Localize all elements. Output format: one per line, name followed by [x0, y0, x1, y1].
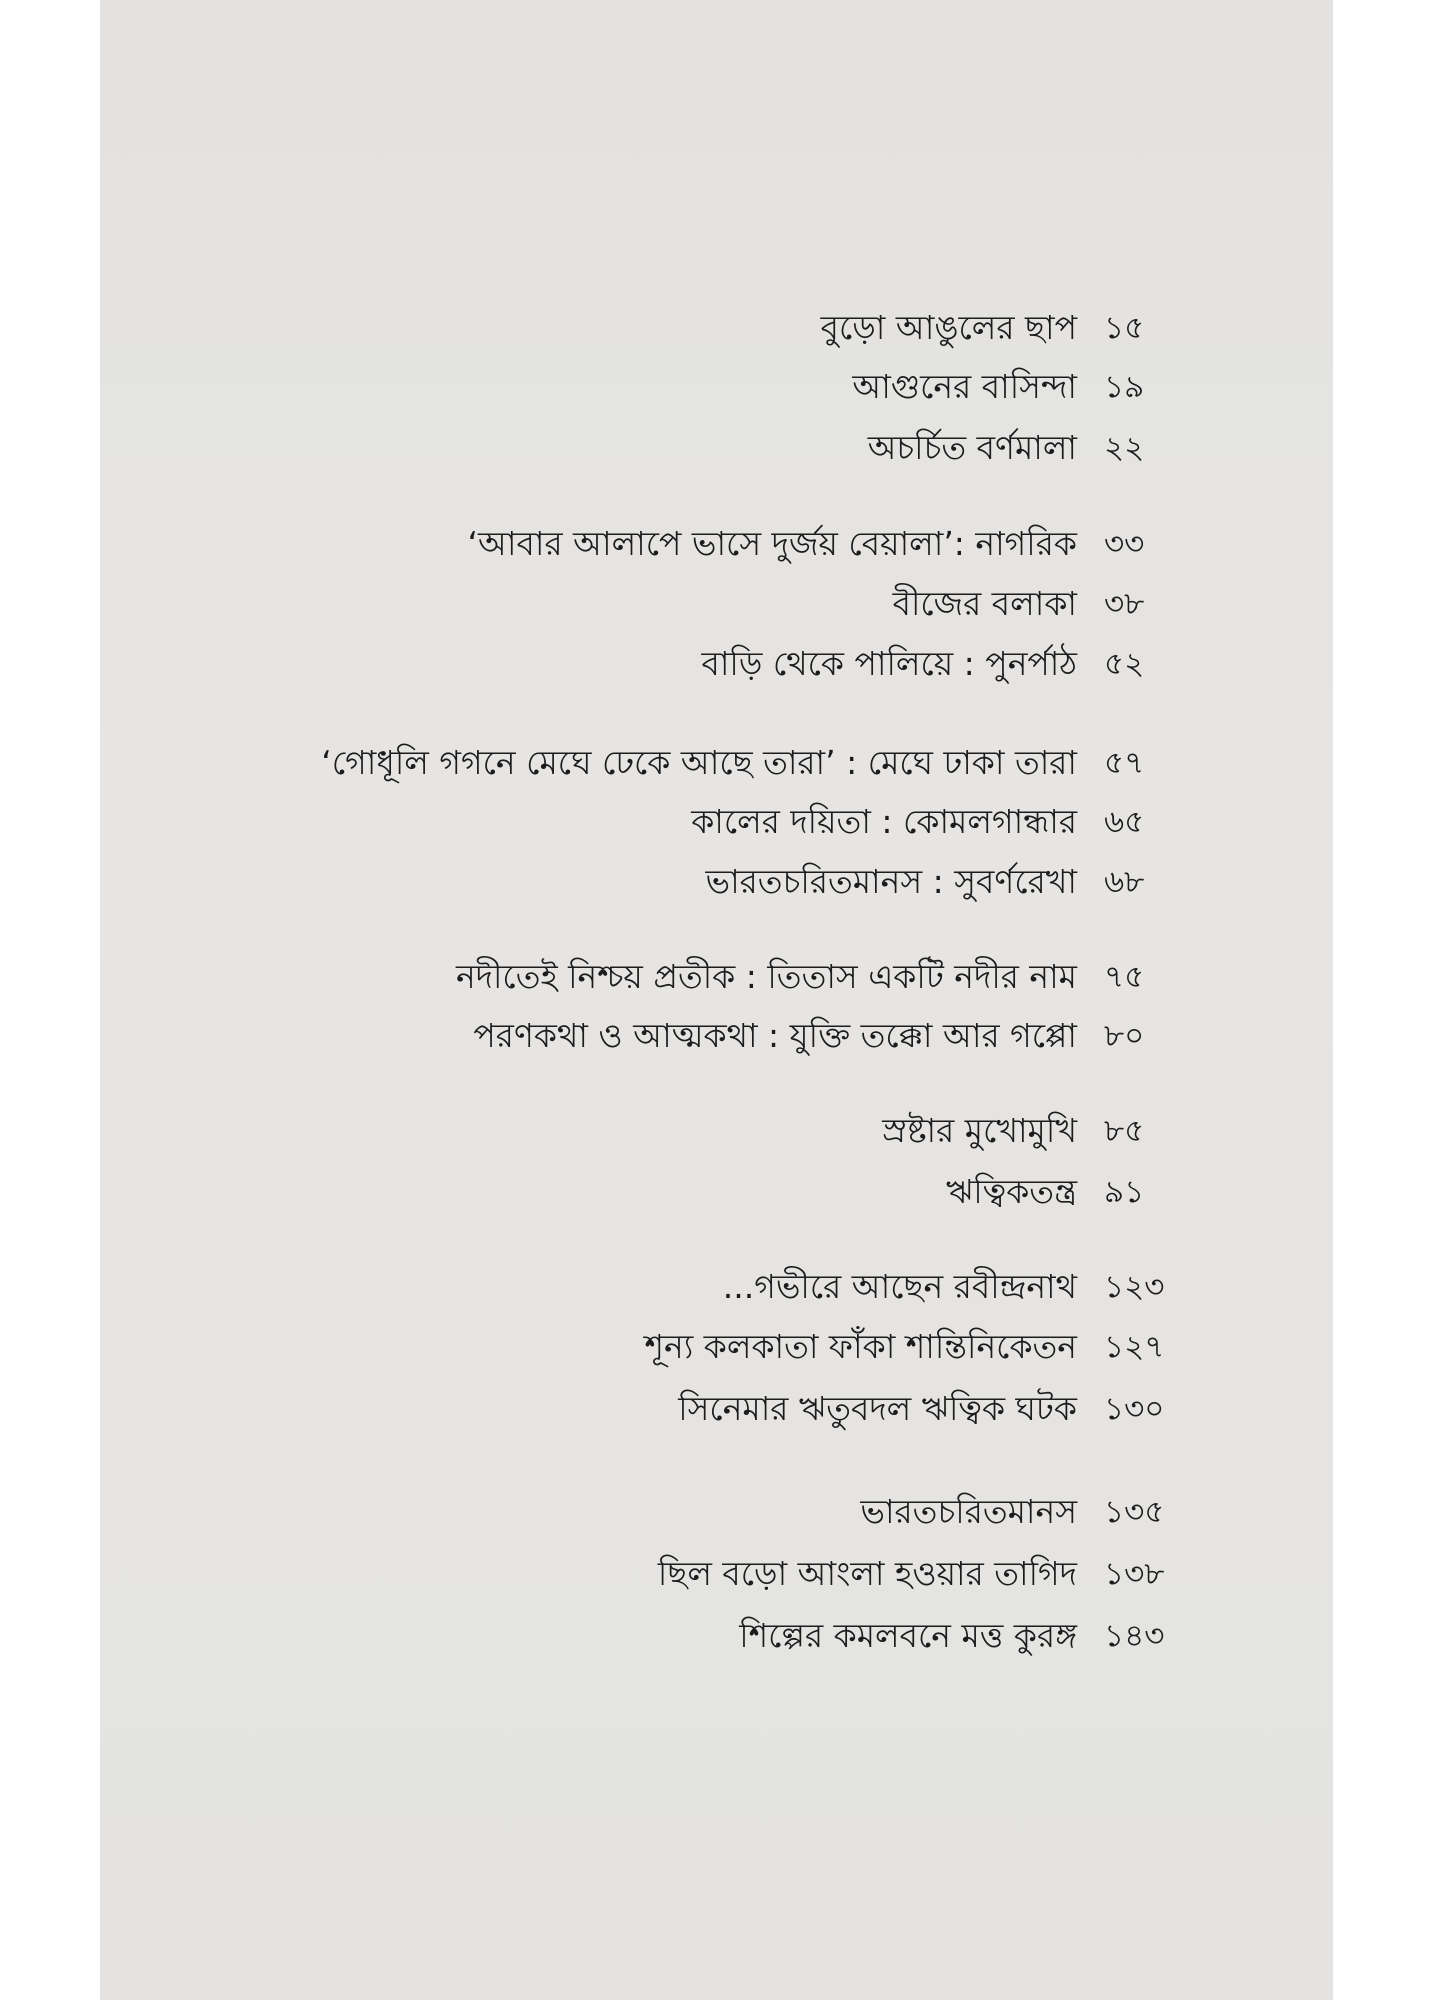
toc-entry-title: ভারতচরিতমানস : সুবর্ণরেখা — [705, 862, 1077, 901]
toc-entry-title: নদীতেই নিশ্চয় প্রতীক : তিতাস একটি নদীর নাম — [455, 957, 1077, 996]
toc-entry — [100, 1383, 1333, 1435]
toc-entry-title: অচর্চিত বর্ণমালা — [867, 428, 1077, 467]
toc-entry-title: কালের দয়িতা : কোমলগান্ধার — [691, 802, 1077, 841]
toc-entry-title: ‘আবার আলাপে ভাসে দুর্জয় বেয়ালা’: নাগরিক — [467, 524, 1077, 563]
toc-entry-page: ১৪৩ — [1104, 1618, 1165, 1654]
toc-entry-page: ১৫ — [1104, 310, 1145, 346]
toc-entry-page: ৮০ — [1104, 1018, 1145, 1054]
toc-entry-title: ভারতচরিতমানস — [860, 1492, 1077, 1531]
toc-entry-title: ছিল বড়ো আংলা হওয়ার তাগিদ — [657, 1554, 1077, 1593]
toc-entry — [100, 951, 1333, 1003]
toc-entry-title: আগুনের বাসিন্দা — [852, 367, 1077, 406]
toc-entry-title: ...গভীরে আছেন রবীন্দ্রনাথ — [722, 1267, 1077, 1306]
book-page — [100, 0, 1333, 2000]
toc-entry — [100, 1610, 1333, 1662]
toc-entry-page: ১৩৫ — [1104, 1494, 1165, 1530]
toc-entry — [100, 737, 1333, 789]
toc-entry-title: বুড়ো আঙুলের ছাপ — [820, 308, 1077, 347]
toc-entry-page: ৮৫ — [1104, 1113, 1145, 1149]
toc-entry-title: স্রষ্টার মুখোমুখি — [882, 1111, 1077, 1150]
toc-entry-page: ১৯ — [1104, 369, 1145, 405]
toc-entry-page: ৫২ — [1104, 646, 1145, 682]
toc-entry-page: ১৩০ — [1104, 1391, 1165, 1427]
toc-entry-title: ‘গোধূলি গগনে মেঘে ঢেকে আছে তারা’ : মেঘে ঢাকা তারা — [321, 743, 1077, 782]
toc-entry — [100, 422, 1333, 474]
table-of-contents — [100, 0, 1333, 2000]
toc-entry — [100, 578, 1333, 630]
toc-entry — [100, 1166, 1333, 1218]
toc-entry-page: ১২৩ — [1104, 1269, 1165, 1305]
toc-entry — [100, 1321, 1333, 1373]
toc-entry-page: ৩৮ — [1104, 586, 1145, 622]
toc-entry-page: ৫৭ — [1104, 745, 1145, 781]
toc-entry-page: ২২ — [1104, 430, 1145, 466]
toc-entry — [100, 638, 1333, 690]
toc-entry-page: ৬৮ — [1104, 864, 1145, 900]
toc-entry-page: ৬৫ — [1104, 804, 1145, 840]
toc-entry-title: শিল্পের কমলবনে মত্ত কুরঙ্গ — [739, 1616, 1077, 1655]
toc-entry-title: বীজের বলাকা — [892, 584, 1077, 623]
toc-entry-title: শূন্য কলকাতা ফাঁকা শান্তিনিকেতন — [644, 1327, 1077, 1366]
toc-entry — [100, 1486, 1333, 1538]
toc-entry — [100, 518, 1333, 570]
toc-entry-page: ৯১ — [1104, 1174, 1145, 1210]
toc-entry-title: পরণকথা ও আত্মকথা : যুক্তি তক্কো আর গপ্পো — [473, 1016, 1077, 1055]
toc-entry-title: সিনেমার ঋতুবদল ঋত্বিক ঘটক — [678, 1389, 1077, 1428]
toc-entry — [100, 1010, 1333, 1062]
toc-entry — [100, 361, 1333, 413]
toc-entry — [100, 302, 1333, 354]
toc-entry-page: ১২৭ — [1104, 1329, 1165, 1365]
toc-entry — [100, 1548, 1333, 1600]
toc-entry-title: বাড়ি থেকে পালিয়ে : পুনর্পাঠ — [701, 644, 1077, 683]
toc-entry — [100, 856, 1333, 908]
toc-entry — [100, 796, 1333, 848]
toc-entry — [100, 1261, 1333, 1313]
toc-entry-title: ঋত্বিকতন্ত্র — [946, 1172, 1077, 1211]
toc-entry-page: ১৩৮ — [1104, 1556, 1165, 1592]
toc-entry-page: ৭৫ — [1104, 959, 1145, 995]
toc-entry — [100, 1105, 1333, 1157]
toc-entry-page: ৩৩ — [1104, 526, 1145, 562]
